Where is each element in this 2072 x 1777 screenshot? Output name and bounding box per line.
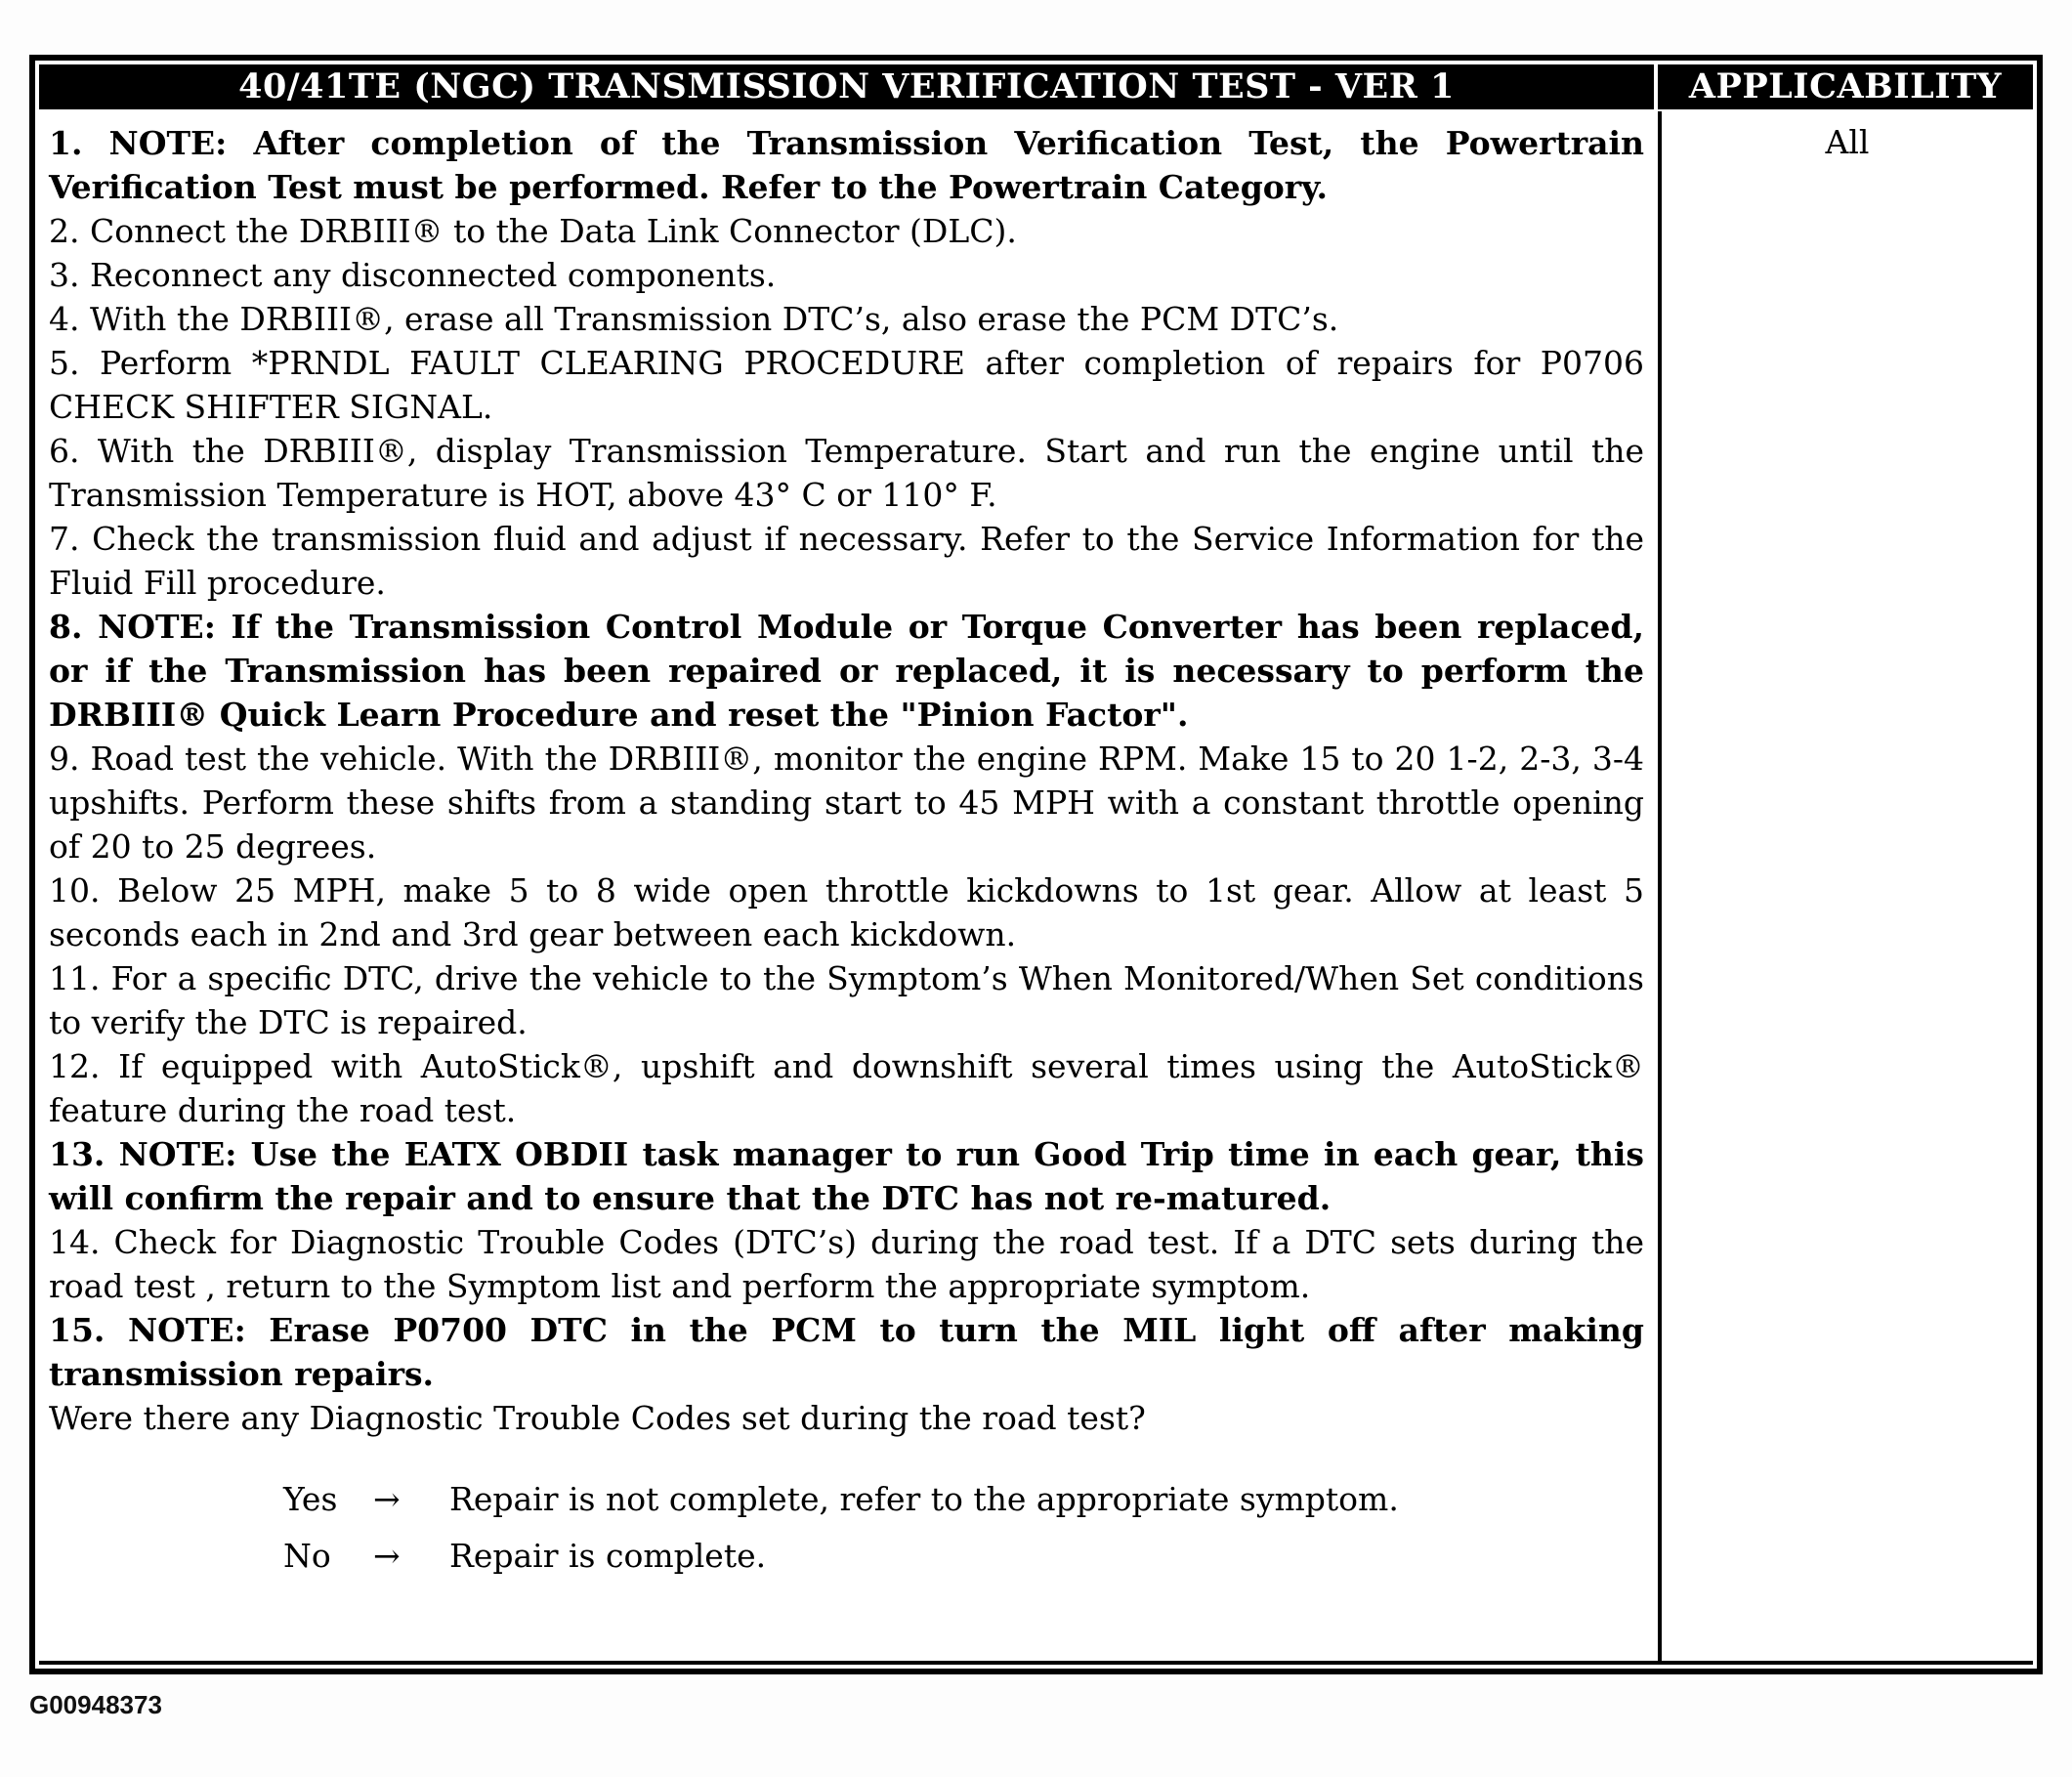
table-header-title: 40/41TE (NGC) TRANSMISSION VERIFICATION TEST - VER 1: [39, 64, 1654, 109]
question-text: Were there any Diagnostic Trouble Codes set during the road test?: [49, 1399, 1146, 1437]
table-body-row: [39, 111, 2033, 1665]
arrow-icon: →: [373, 1480, 401, 1518]
applicability-cell: [1662, 111, 2033, 1661]
procedure-step: 3. Reconnect any disconnected components.: [49, 256, 777, 294]
steps-list: [49, 121, 1644, 1396]
outcome-result: Repair is complete.: [449, 1537, 767, 1575]
table-header-row: [39, 64, 2033, 109]
procedure-step: 4. With the DRBIII®, erase all Transmission DTC’s, also erase the PCM DTC’s.: [49, 300, 1339, 338]
arrow-icon: →: [373, 1537, 401, 1575]
procedure-step: 12. If equipped with AutoStick®, upshift and downshift several times using the AutoStick® feature during the road test.: [49, 1047, 1644, 1129]
outcome-row: [49, 1534, 1644, 1578]
procedure-step: 6. With the DRBIII®, display Transmission Temperature. Start and run the engine until the Transmission Temperature is HOT, above 43° C or 110° F.: [49, 432, 1644, 514]
procedure-step: 15. NOTE: Erase P0700 DTC in the PCM to turn the MIL light off after making transmission repairs.: [49, 1311, 1644, 1393]
procedure-step: 5. Perform *PRNDL FAULT CLEARING PROCEDURE after completion of repairs for P0706 CHECK SHIFTER SIGNAL.: [49, 344, 1644, 426]
procedure-step: 11. For a specific DTC, drive the vehicle to the Symptom’s When Monitored/When Set conditions to verify the DTC is repaired.: [49, 959, 1644, 1041]
procedure-step: 10. Below 25 MPH, make 5 to 8 wide open throttle kickdowns to 1st gear. Allow at least 5 seconds each in 2nd and 3rd gear between each kickdown.: [49, 871, 1644, 953]
outcome-result: Repair is not complete, refer to the appropriate symptom.: [449, 1480, 1399, 1518]
procedure-step: 9. Road test the vehicle. With the DRBIII®, monitor the engine RPM. Make 15 to 20 1-2, 2-3, 3-4 upshifts. Perform these shifts from a standing start to 45 MPH with a constant throttle opening of 20 to 25 degrees.: [49, 740, 1644, 866]
procedure-step: 8. NOTE: If the Transmission Control Module or Torque Converter has been replaced, or if the Transmission has been repaired or replaced, it is necessary to perform the DRBIII® Quick Learn Procedure and reset the "Pinion Factor".: [49, 608, 1644, 734]
table-header-applicability: APPLICABILITY: [1658, 64, 2033, 109]
outcome-answer: No: [283, 1537, 331, 1575]
verification-test-table: [29, 55, 2043, 1674]
procedure-cell: [39, 111, 1662, 1661]
procedure-step: 2. Connect the DRBIII® to the Data Link Connector (DLC).: [49, 212, 1017, 250]
procedure-step: 13. NOTE: Use the EATX OBDII task manager to run Good Trip time in each gear, this will confirm the repair and to ensure that the DTC has not re-matured.: [49, 1135, 1644, 1217]
outcome-row: [49, 1477, 1644, 1521]
procedure-step: 1. NOTE: After completion of the Transmission Verification Test, the Powertrain Verification Test must be performed. Refer to the Powertrain Category.: [49, 124, 1644, 206]
outcomes-list: [49, 1477, 1644, 1578]
outcome-answer: Yes: [283, 1480, 338, 1518]
procedure-step: 14. Check for Diagnostic Trouble Codes (DTC’s) during the road test. If a DTC sets during the road test , return to the Symptom list and perform the appropriate symptom.: [49, 1223, 1644, 1305]
procedure-step: 7. Check the transmission fluid and adjust if necessary. Refer to the Service Information for the Fluid Fill procedure.: [49, 520, 1644, 602]
figure-id: G00948373: [29, 1690, 162, 1719]
applicability-value: All: [1825, 123, 1870, 161]
